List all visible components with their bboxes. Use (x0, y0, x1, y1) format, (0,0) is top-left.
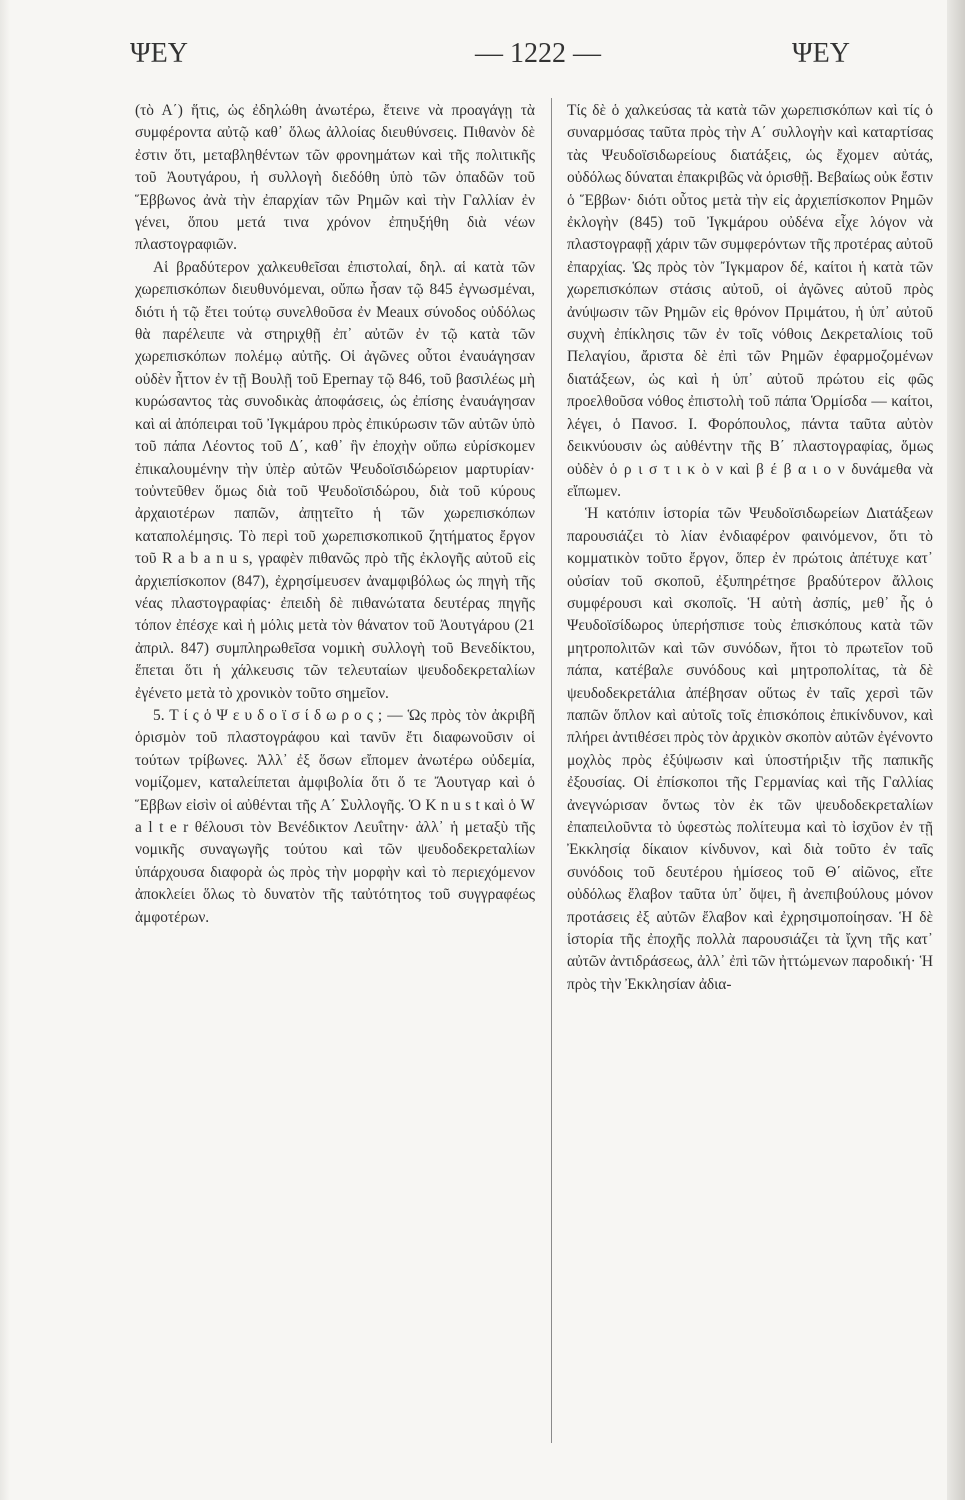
right-paragraph-2: Ἡ κατόπιν ἱστορία τῶν Ψευδοϊσιδωρείων Διατάξεων παρουσιάζει τὸ λίαν ἐνδιαφέρον φαινόμενον, ὅτι τὸ κομματικὸν τοῦτο ἔργον, ὅπερ ἐν πρώτοις ἀπέτυχε κατ᾿ οὐσίαν τοῦ σκοποῦ, ἐξυπηρέτησε βραδύτερον ἄλλοις συμφέρουσι καὶ σκοποῖς. Ἡ αὐτὴ ἀσπίς, μεθ᾿ ἧς ὁ Ψευδοϊσίδωρος ὑπερήσπισε τοὺς ἐπισκόπους κατὰ τῶν μητροπολιτῶν καὶ τῶν συνόδων, ἤτοι τὸ πρωτεῖον τοῦ πάπα, κατέβαλε συνόδους καὶ μητροπολίτας, τὰ δὲ ψευδοδεκρετάλια ἀπέβησαν οὕτως ἐν ταῖς χερσὶ τῶν παπῶν ὅπλον καὶ αὐτοῖς τοῖς ἐπισκόποις ἐπικίνδυνον, καὶ πλήρει ἀντιθέσει πρὸς τὸν ἀρχικὸν σκοπὸν αὐτῶν ἐγένοντο μοχλὸς πρὸς ἐξύψωσιν καὶ ὑποστήριξιν τῆς παπικῆς ἐξουσίας. Οἱ ἐπίσκοποι τῆς Γερμανίας καὶ τῆς Γαλλίας ἀνεγνώρισαν ὄντως τὸν ἐκ τῶν ψευδοδεκρεταλίων ἐπαπειλοῦντα τὸ ὑφεστὼς πολίτευμα καὶ τὸ ἰσχῦον ἐν τῇ Ἐκκλησίᾳ δίκαιον κίνδυνον, καὶ διὰ τοῦτο ἐν ταῖς συνόδοις τοῦ δευτέρου ἡμίσεος τοῦ Θ΄ αἰῶνος, εἴτε οὐδόλως ἔλαβον ταῦτα ὑπ᾿ ὄψει, ἢ ἀνεπιβούλους μόνον προτάσεις ἐξ αὐτῶν ἔλαβον καὶ ἐχρησιμοποίησαν. Ἡ δὲ ἱστορία τῆς ἐποχῆς πολλὰ παρουσιάζει τὰ ἴχνη τῆς κατ᾿ αὐτῶν ἀντιδράσεως, ἀλλ᾿ ἐπὶ τῶν ἠττώμενων παροδική· Ἡ πρὸς τὴν Ἐκκλησίαν ἀδια- (567, 505, 933, 993)
column-divider (551, 98, 552, 1443)
page-edge (947, 0, 965, 1500)
page-shadow (0, 0, 10, 1500)
page-number: — 1222 — (475, 38, 601, 69)
left-paragraph-2: Αἱ βραδύτερον χαλκευθεῖσαι ἐπιστολαί, δηλ. αἱ κατὰ τῶν χωρεπισκόπων διευθυνόμεναι, οὔπω ἦσαν τῷ 845 ἐγνωσμέναι, διότι ἡ τῷ ἔτει τούτῳ συνελθοῦσα ἐν Meaux σύνοδος οὐδόλως θὰ παρέλειπε νὰ στηριχθῇ ἐπ᾿ αὐτῶν ἐν τῷ κατὰ τῶν χωρεπισκόπων πολέμῳ αὐτῆς. Οἱ ἀγῶνες οὗτοι ἐναυάγησαν οὐδὲν ἧττον ἐν τῇ Βουλῇ τοῦ Epernay τῷ 846, τοῦ βασιλέως μὴ κυρώσαντος τὰς συνοδικὰς ἀποφάσεις, ὡς ἐπίσης ἐναυάγησαν καὶ αἱ ἀπόπειραι τοῦ Ἰγκμάρου πρὸς ἐπικύρωσιν τῶν αὐτῶν ὑπὸ τοῦ πάπα Λέοντος τοῦ Δ΄, καθ᾿ ἣν ἐποχὴν οὔπω εὑρίσκομεν ἐπικαλουμένην τὴν ὑπὲρ αὐτῶν Ψευδοϊσιδώρειον μαρτυρίαν· τοὐντεῦθεν ὅμως διὰ τοῦ Ψευδοϊσιδώρου, διὰ τοῦ κύρους ἀρχαιοτέρων παπῶν, ἀπῃτεῖτο ἡ τῶν χωρεπισκόπων καταπολέμησις. Τὸ περὶ τοῦ χωρεπισκοπικοῦ ζητήματος ἔργον τοῦ R a b a n u s, γραφὲν πιθανῶς πρὸ τῆς ἐκλογῆς αὐτοῦ εἰς ἀρχιεπίσκοπον (847), ἐχρησίμευσεν ἀναμφιβόλως ὡς πηγὴ τῆς νέας πλαστογραφίας· ἐπειδὴ δὲ πιθανώτατα δευτέρας πηγῆς τόπον ἐπέσχε καὶ ἡ μόλις μετὰ τὸν θάνατον τοῦ Ἀουτγάρου (21 ἀπριλ. 847) συμπληρωθεῖσα νομικὴ συλλογὴ τοῦ Βενεδίκτου, ἕπεται ὅτι ἡ χάλκευσις τῶν τελευταίων ψευδοδεκρεταλίων ἐγένετο μετὰ τὸ χρονικὸν τοῦτο σημεῖον. (135, 258, 535, 702)
right-paragraph-1: Τίς δὲ ὁ χαλκεύσας τὰ κατὰ τῶν χωρεπισκόπων καὶ τίς ὁ συναρμόσας ταῦτα πρὸς τὴν Α΄ συλλογὴν καὶ καταρτίσας τὰς Ψευδοϊσιδωρείους διατάξεις, ὡς ἔχομεν αὐτάς, οὐδόλως δύναται ἐπακριβῶς νὰ ὁρισθῇ. Βεβαίως οὐκ ἔστιν ὁ Ἕββων· διότι οὗτος μετὰ τὴν εἰς ἀρχιεπίσκοπον Ρημῶν ἐκλογὴν (845) τοῦ Ἰγκμάρου οὐδένα εἶχε λόγον νὰ πλαστογραφῇ χάριν τῶν συμφερόντων τῆς προτέρας αὐτοῦ ἐπαρχίας. Ὡς πρὸς τὸν Ἴγκμαρον δέ, καίτοι ἡ κατὰ τῶν χωρεπισκόπων στάσις αὐτοῦ, οἱ ἀγῶνες αὐτοῦ πρὸς ἀνύψωσιν τῶν Ρημῶν εἰς θρόνον Πριμάτου, ἡ ὑπ᾿ αὐτοῦ συχνὴ ἐπίκλησις τῶν ἐν τοῖς νόθοις Δεκρεταλίοις τοῦ Πελαγίου, ἄριστα δὲ ἐπὶ τῶν Ρημῶν ἐφαρμοζομένων διατάξεων, ὡς καὶ ἡ ὑπ᾿ αὐτοῦ πρώτου εἰς φῶς προελθοῦσα νόθος ἐπιστολὴ τοῦ πάπα Ὁρμίσδα — καίτοι, λέγει, ὁ Πανοσ. Ι. Φορόπουλος, πάντα ταῦτα αὐτὸν δεικνύουσιν ὡς αὐθέντην τῆς Β΄ πλαστογραφίας, ὅμως οὐδὲν ὁ ρ ι σ τ ι κ ὸ ν καὶ β έ β α ι ο ν δυνάμεθα νὰ εἴπωμεν. (567, 102, 933, 500)
left-paragraph-1: (τὸ Α΄) ἥτις, ὡς ἐδηλώθη ἀνωτέρω, ἔτεινε νὰ προαγάγῃ τὰ συμφέροντα αὐτῷ καθ᾿ ὅλως ἀλλοίας διευθύνσεις. Πιθανὸν δὲ ἐστιν ὅτι, μεταβληθέντων τῶν φρονημάτων καὶ τῆς πολιτικῆς τοῦ Ἀουτγάρου, ἡ συλλογὴ διεδόθη ὑπὸ τῶν ὀπαδῶν τοῦ Ἕββωνος ἀνὰ τὴν ἐπαρχίαν τῶν Ρημῶν καὶ τὴν Γαλλίαν ἐν γένει, ὅπου μετά τινα χρόνον ἐπηυξήθη διὰ νέων πλαστογραφιῶν. (135, 102, 535, 254)
header-right-word: ΨΕΥ (792, 38, 850, 69)
left-column (135, 100, 535, 929)
running-header (130, 38, 850, 78)
left-paragraph-3: 5. Τ ί ς ὁ Ψ ε υ δ ο ϊ σ ί δ ω ρ ο ς ; — Ὡς πρὸς τὸν ἀκριβῆ ὁρισμὸν τοῦ πλαστογράφου καὶ τανῦν ἔτι διαφωνοῦσιν οἱ τούτων τρίβωνες. Ἀλλ᾿ ἐξ ὅσων εἴπομεν ἀνωτέρω οὐδεμία, νομίζομεν, καταλείπεται ἀμφιβολία ὅτι ὅ τε Ἄουτγαρ καὶ ὁ Ἕββων εἰσὶν οἱ αὐθένται τῆς Α΄ Συλλογῆς. Ὁ K n u s t καὶ ὁ W a l t e r θέλουσι τὸν Βενέδικτον Λευΐτην· ἀλλ᾿ ἡ μεταξὺ τῆς νομικῆς συναγωγῆς τούτου καὶ τῶν ψευδοδεκρεταλίων ὑπάρχουσα διαφορὰ ὡς πρὸς τὴν μορφὴν καὶ τὸ περιεχόμενον ἀποκλείει ὅλως τὸ δυνατὸν τῆς ταὐτότητος τοῦ συγγραφέως ἀμφοτέρων. (135, 706, 535, 926)
header-left-word: ΨΕΥ (130, 38, 188, 69)
right-column (567, 100, 933, 996)
